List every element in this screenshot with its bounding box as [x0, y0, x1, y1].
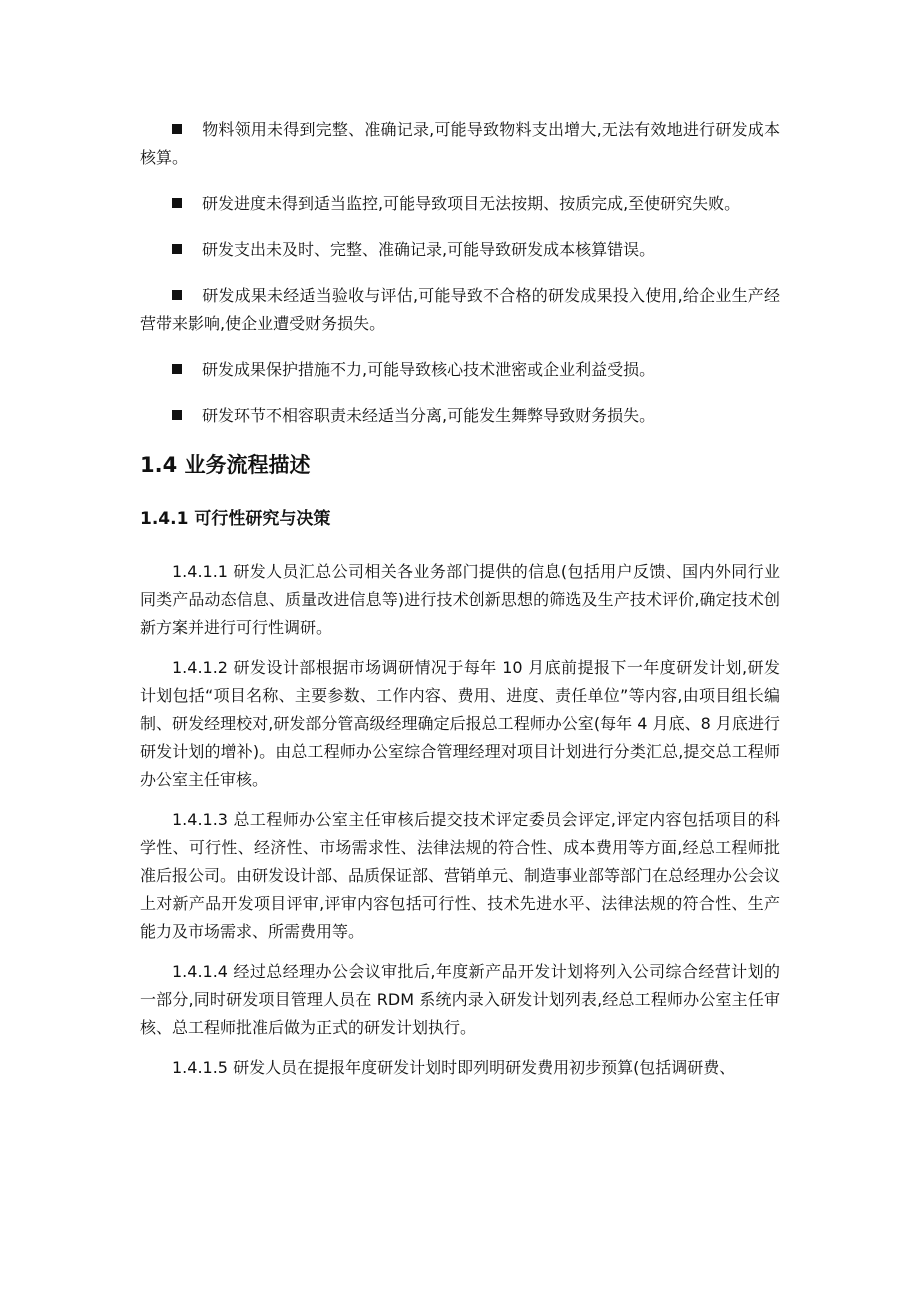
- risk-bullet-text: 研发成果未经适当验收与评估,可能导致不合格的研发成果投入使用,给企业生产经营带来影响,使企业遭受财务损失。: [140, 286, 780, 333]
- square-bullet-icon: [172, 244, 182, 254]
- risk-bullet-text: 研发环节不相容职责未经适当分离,可能发生舞弊导致财务损失。: [202, 406, 656, 425]
- body-paragraph: 1.4.1.5 研发人员在提报年度研发计划时即列明研发费用初步预算(包括调研费、: [172, 1058, 736, 1077]
- document-body: [140, 116, 780, 1094]
- square-bullet-icon: [172, 198, 182, 208]
- square-bullet-icon: [172, 410, 182, 420]
- risk-bullet-text: 研发成果保护措施不力,可能导致核心技术泄密或企业利益受损。: [202, 360, 656, 379]
- risk-bullet-text: 研发支出未及时、完整、准确记录,可能导致研发成本核算错误。: [202, 240, 656, 259]
- risk-bullet-text: 物料领用未得到完整、准确记录,可能导致物料支出增大,无法有效地进行研发成本核算。: [140, 120, 780, 167]
- risk-bullet: [140, 402, 780, 430]
- section-heading: 1.4 业务流程描述: [140, 453, 311, 477]
- body-paragraph: 1.4.1.1 研发人员汇总公司相关各业务部门提供的信息(包括用户反馈、国内外同行业同类产品动态信息、质量改进信息等)进行技术创新思想的筛选及生产技术评价,确定技术创新方案并进行可行性调研。: [140, 562, 780, 637]
- risk-bullet: [140, 190, 780, 218]
- body-paragraph: 1.4.1.2 研发设计部根据市场调研情况于每年 10 月底前提报下一年度研发计划,研发计划包括“项目名称、主要参数、工作内容、费用、进度、责任单位”等内容,由项目组长编制、研发经理校对,研发部分管高级经理确定后报总工程师办公室(每年 4 月底、8 月底进行研发计划的增补)。由总工程师办公室综合管理经理对项目计划进行分类汇总,提交总工程师办公室主任审核。: [140, 658, 780, 789]
- square-bullet-icon: [172, 124, 182, 134]
- square-bullet-icon: [172, 290, 182, 300]
- risk-bullet: [140, 356, 780, 384]
- risk-bullet: [140, 282, 780, 338]
- square-bullet-icon: [172, 364, 182, 374]
- risk-bullet-text: 研发进度未得到适当监控,可能导致项目无法按期、按质完成,至使研究失败。: [202, 194, 741, 213]
- subsection-heading: 1.4.1 可行性研究与决策: [140, 509, 331, 529]
- body-paragraph: 1.4.1.3 总工程师办公室主任审核后提交技术评定委员会评定,评定内容包括项目的科学性、可行性、经济性、市场需求性、法律法规的符合性、成本费用等方面,经总工程师批准后报公司。由研发设计部、品质保证部、营销单元、制造事业部等部门在总经理办公会议上对新产品开发项目评审,评审内容包括可行性、技术先进水平、法律法规的符合性、生产能力及市场需求、所需费用等。: [140, 810, 781, 941]
- risk-bullet: [140, 236, 780, 264]
- risk-bullet: [140, 116, 780, 172]
- body-paragraph: 1.4.1.4 经过总经理办公会议审批后,年度新产品开发计划将列入公司综合经营计划的一部分,同时研发项目管理人员在 RDM 系统内录入研发计划列表,经总工程师办公室主任审核、总工程师批准后做为正式的研发计划执行。: [140, 962, 780, 1037]
